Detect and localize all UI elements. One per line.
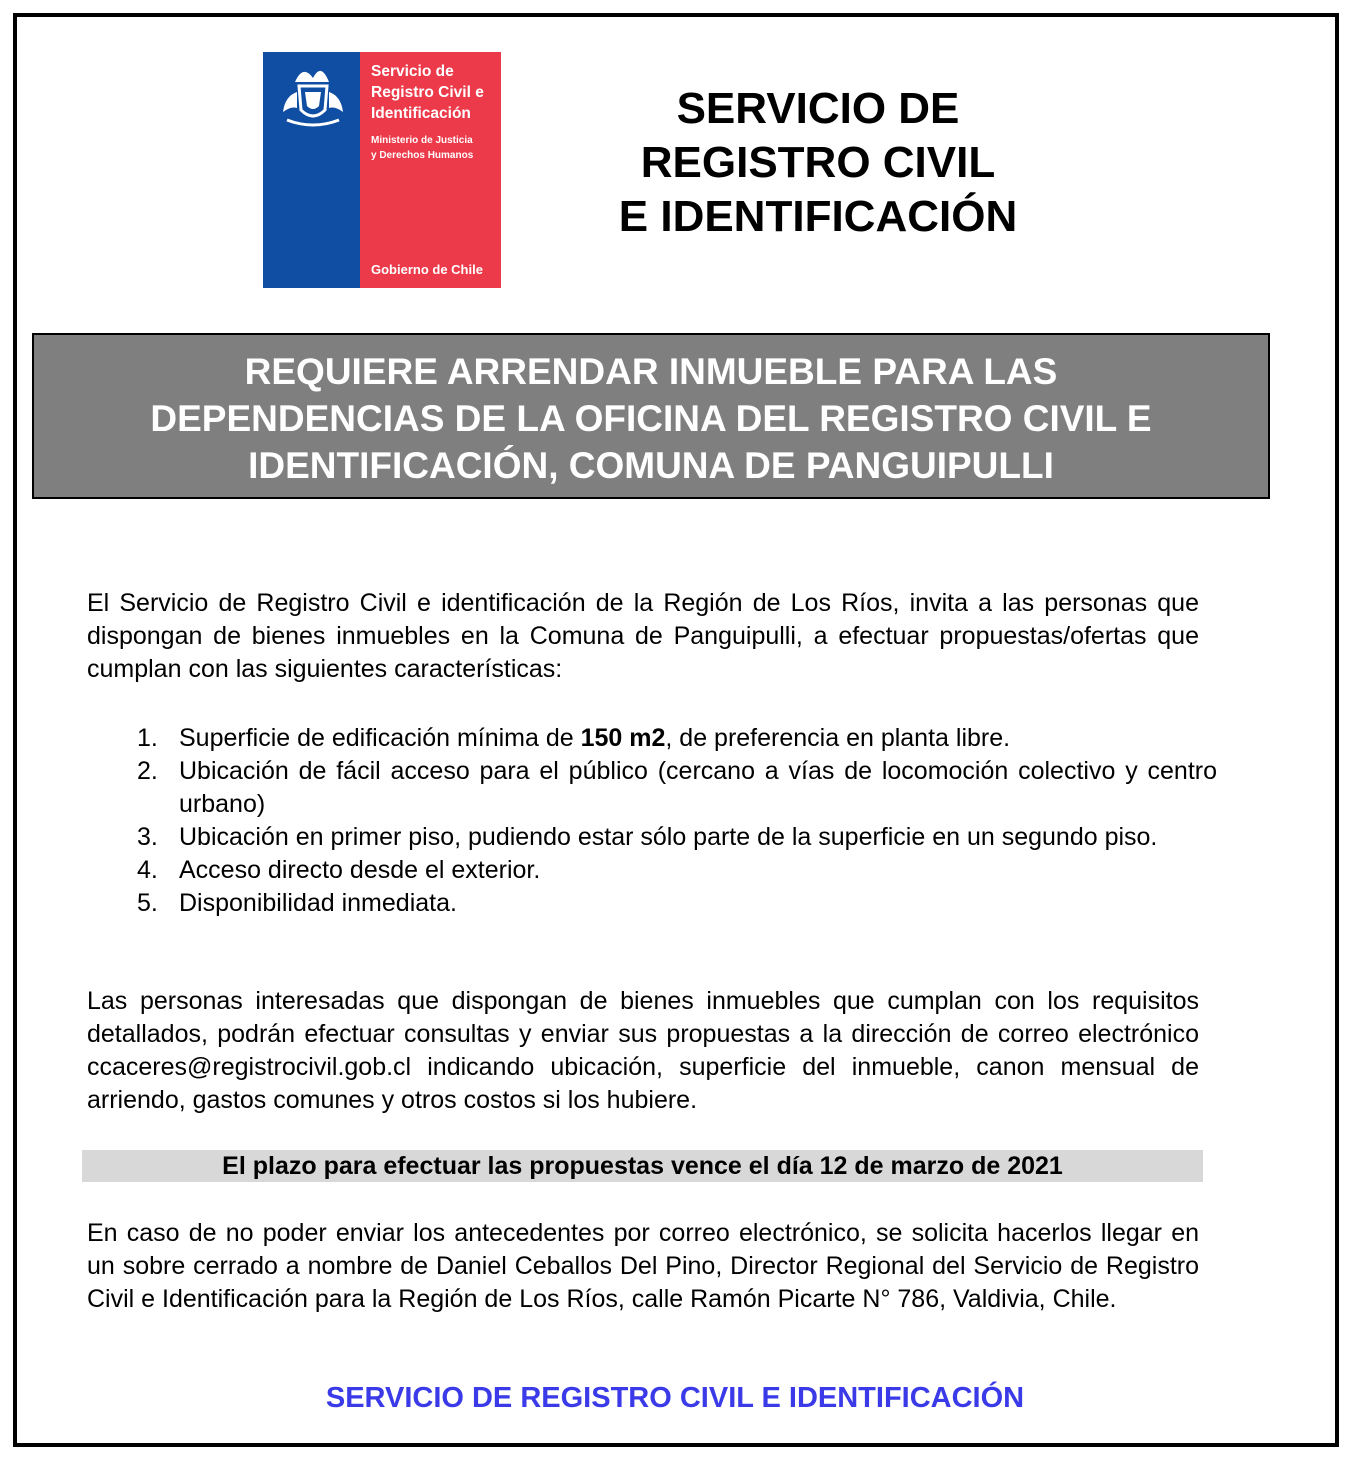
banner-line-2: DEPENDENCIAS DE LA OFICINA DEL REGISTRO CIVIL E <box>150 398 1152 439</box>
logo-text-line5: y Derechos Humanos <box>371 150 474 161</box>
logo-text-line4: Ministerio de Justicia <box>371 135 473 146</box>
banner-line-1: REQUIERE ARRENDAR INMUEBLE PARA LAS <box>244 351 1058 392</box>
mail-instructions-paragraph: En caso de no poder enviar los antecedentes por correo electrónico, se solicita hacerlos llegar en un sobre cerrado a nombre de Daniel Ceballos Del Pino, Director Regional del Servicio de Registro Civil e Identificación para la Región de Los Ríos, calle Ramón Picarte N° 786, Valdivia, Chile. <box>87 1219 1199 1313</box>
list-item-number: 1. <box>137 724 158 752</box>
list-item-number: 4. <box>137 856 158 884</box>
list-item-text: Ubicación en primer piso, pudiendo estar sólo parte de la superficie en un segundo piso. <box>179 823 1158 851</box>
list-item <box>137 854 1217 887</box>
contact-paragraph: Las personas interesadas que dispongan de bienes inmuebles que cumplan con los requisitos detallados, podrán efectuar consultas y enviar sus propuestas a la dirección de correo electrónico ccaceres@registrocivil.gob.cl indicando ubicación, superficie del inmueble, canon mensual de arriendo, gastos comunes y otros costos si los hubiere. <box>87 987 1199 1114</box>
list-item-text: Disponibilidad inmediata. <box>179 889 457 917</box>
title-line-2: REGISTRO CIVIL <box>640 138 996 187</box>
logo-text-line1: Servicio de <box>371 63 454 80</box>
page-title <box>560 82 1076 244</box>
title-line-3: E IDENTIFICACIÓN <box>618 192 1018 241</box>
list-item-text: Acceso directo desde el exterior. <box>179 856 541 884</box>
logo-bottom-text: Gobierno de Chile <box>371 262 483 277</box>
deadline-notice: El plazo para efectuar las propuestas vence el día 12 de marzo de 2021 <box>82 1150 1203 1182</box>
list-item-text-after: , de preferencia en planta libre. <box>665 724 1011 752</box>
list-item <box>137 821 1217 854</box>
list-item-number: 3. <box>137 823 158 851</box>
banner-line-3: IDENTIFICACIÓN, COMUNA DE PANGUIPULLI <box>248 445 1054 486</box>
list-item-text: Ubicación de fácil acceso para el público (cercano a vías de locomoción colectivo y centro urbano) <box>179 757 1217 818</box>
requirements-list <box>137 722 1217 920</box>
title-line-1: SERVICIO DE <box>676 84 960 133</box>
list-item <box>137 887 1217 920</box>
min-area-value: 150 m2 <box>580 724 666 752</box>
intro-paragraph: El Servicio de Registro Civil e identificación de la Región de Los Ríos, invita a las personas que dispongan de bienes inmuebles en la Comuna de Panguipulli, a efectuar propuestas/ofertas que cumplan con las siguientes características: <box>87 589 1199 683</box>
list-item-text-before: Superficie de edificación mínima de <box>179 724 581 752</box>
list-item <box>137 755 1217 821</box>
logo-text-line3: Identificación <box>371 105 471 122</box>
announcement-banner <box>32 333 1270 499</box>
list-item <box>137 722 1217 755</box>
list-item-text <box>179 722 1217 755</box>
list-item-number: 5. <box>137 889 158 917</box>
registro-civil-logo <box>263 52 501 288</box>
logo-text-line2: Registro Civil e <box>371 84 484 101</box>
footer-signature: SERVICIO DE REGISTRO CIVIL E IDENTIFICACIÓN <box>325 1382 1025 1414</box>
list-item-number: 2. <box>137 757 158 785</box>
